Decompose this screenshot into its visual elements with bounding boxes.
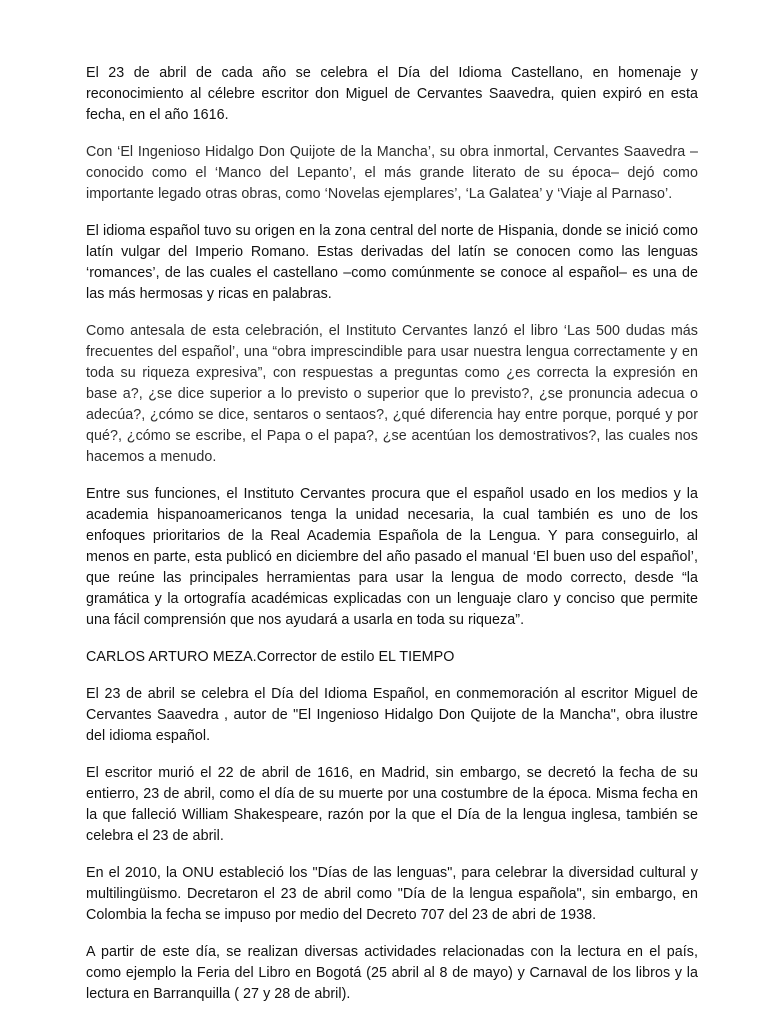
- author-byline: CARLOS ARTURO MEZA.Corrector de estilo EL TIEMPO: [86, 649, 455, 665]
- paragraph-9: En el 2010, la ONU estableció los "Días de las lenguas", para celebrar la diversidad cultural y multilingüismo. Decretaron el 23 de abril como "Día de la lengua española", sin embargo, en Colombia la fecha se impuso por medio del Decreto 707 del 23 de abri de 1938.: [86, 865, 698, 923]
- paragraph-2: Con ‘El Ingenioso Hidalgo Don Quijote de la Mancha’, su obra inmortal, Cervantes Saavedra –conocido como el ‘Manco del Lepanto’, el más grande literato de su época– dejó como importante legado otras obras, como ‘Novelas ejemplares’, ‘La Galatea’ y ‘Viaje al Parnaso’.: [86, 144, 698, 202]
- paragraph-10: A partir de este día, se realizan diversas actividades relacionadas con la lectura en el país, como ejemplo la Feria del Libro en Bogotá (25 abril al 8 de mayo) y Carnaval de los libros y la lectura en Barranquilla ( 27 y 28 de abril).: [86, 944, 698, 1002]
- paragraph-3: El idioma español tuvo su origen en la zona central del norte de Hispania, donde se inició como latín vulgar del Imperio Romano. Estas derivadas del latín se conocen como las lenguas ‘romances’, de las cuales el castellano –como comúnmente se conoce al español– es una de las más hermosas y ricas en palabras.: [86, 223, 698, 302]
- document-page: [86, 63, 698, 1021]
- paragraph-8: El escritor murió el 22 de abril de 1616, en Madrid, sin embargo, se decretó la fecha de su entierro, 23 de abril, como el día de su muerte por una costumbre de la época. Misma fecha en la que falleció William Shakespeare, razón por la que el Día de la lengua inglesa, también se celebra el 23 de abril.: [86, 765, 698, 844]
- paragraph-4: Como antesala de esta celebración, el Instituto Cervantes lanzó el libro ‘Las 500 dudas más frecuentes del español’, una “obra imprescindible para usar nuestra lengua correctamente y en toda su riqueza expresiva”, con respuestas a preguntas como ¿es correcta la expresión en base a?, ¿se dice superior a lo previsto o superior que lo previsto?, ¿se pronuncia adecua o adecúa?, ¿cómo se dice, sentaros o sentaos?, ¿qué diferencia hay entre porque, porqué y por qué?, ¿cómo se escribe, el Papa o el papa?, ¿se acentúan los demostrativos?, las cuales nos hacemos a menudo.: [86, 323, 698, 465]
- paragraph-7: El 23 de abril se celebra el Día del Idioma Español, en conmemoración al escritor Miguel de Cervantes Saavedra , autor de "El Ingenioso Hidalgo Don Quijote de la Mancha", obra ilustre del idioma español.: [86, 686, 698, 744]
- paragraph-1: El 23 de abril de cada año se celebra el Día del Idioma Castellano, en homenaje y reconocimiento al célebre escritor don Miguel de Cervantes Saavedra, quien expiró en esta fecha, en el año 1616.: [86, 65, 698, 123]
- paragraph-5: Entre sus funciones, el Instituto Cervantes procura que el español usado en los medios y la academia hispanoamericanos tenga la unidad necesaria, la cual también es uno de los enfoques prioritarios de la Real Academia Española de la Lengua. Y para conseguirlo, al menos en parte, esta publicó en diciembre del año pasado el manual ‘El buen uso del español’, que reúne las principales herramientas para usar la lengua de modo correcto, desde “la gramática y la ortografía académicas explicadas con un lenguaje claro y conciso que permite una fácil comprensión que nos ayudará a usarla en toda su riqueza”.: [86, 486, 698, 628]
